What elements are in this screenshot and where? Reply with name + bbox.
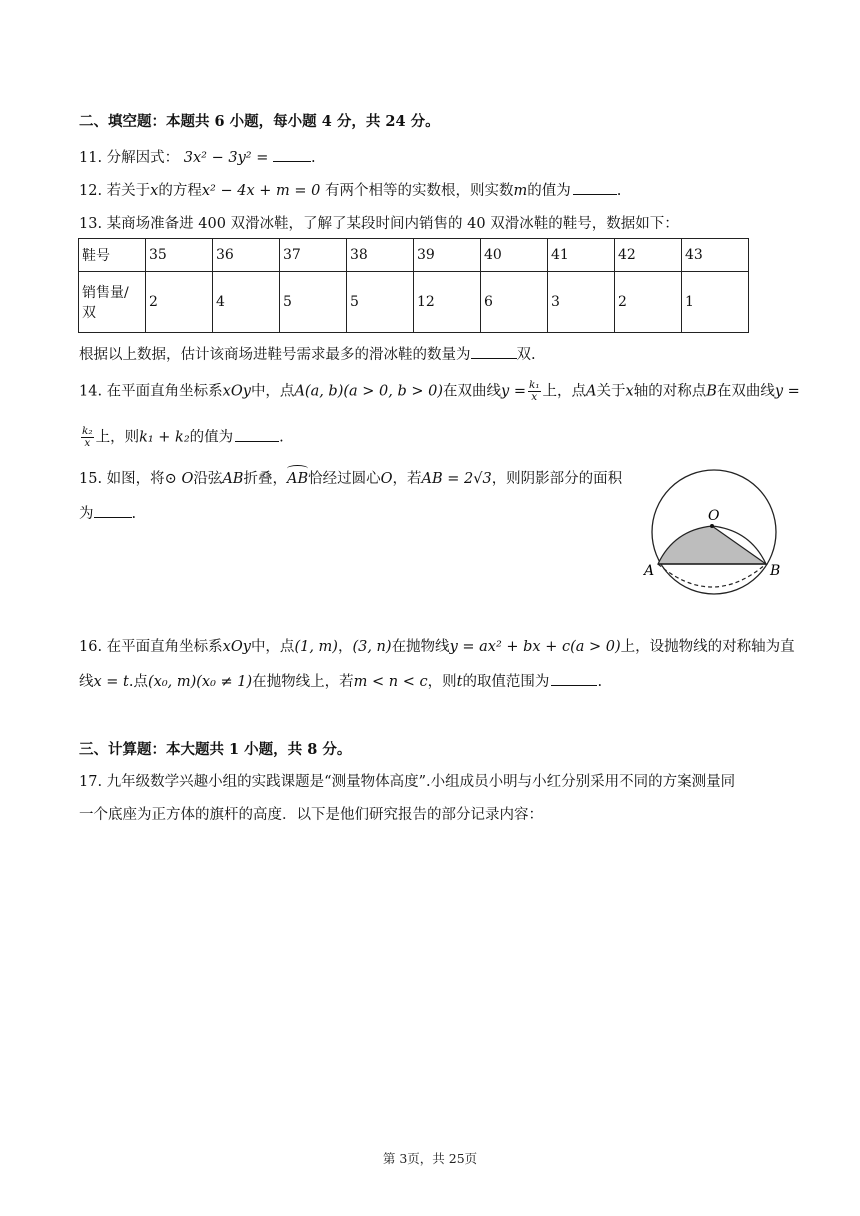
q12-var-x: x xyxy=(150,183,159,199)
table-cell: 41 xyxy=(548,239,615,272)
table-cell: 1 xyxy=(682,272,749,333)
table-cell: 12 xyxy=(414,272,481,333)
q16-period: . xyxy=(597,674,603,690)
q15-text-4: 恰经过圆心 xyxy=(308,471,381,487)
q16-axis: x = t xyxy=(93,674,129,690)
q16-inequality: m < n < c xyxy=(353,674,428,690)
q16-text-5: 线 xyxy=(79,674,94,690)
q14-text-2: 中，点 xyxy=(250,383,295,400)
q15-text-3: 折叠， xyxy=(243,471,287,487)
table-cell: 39 xyxy=(414,239,481,272)
q14-point-a: A(a, b)(a > 0, b > 0) xyxy=(294,383,444,400)
q15-text-5: ，若 xyxy=(392,471,422,487)
q12-text-2: 有两个相等的实数根，则实数 xyxy=(320,183,514,199)
sales-label-2: 双 xyxy=(82,305,96,321)
q14-var-x: x xyxy=(625,383,634,400)
q14-text-8: 上，则 xyxy=(95,429,140,446)
q15-condition: AB = 2√3 xyxy=(421,471,492,487)
q16-text-2: 中，点 xyxy=(250,639,295,655)
q16-parabola: y = ax² + bx + c(a > 0) xyxy=(449,639,621,655)
table-cell: 36 xyxy=(213,239,280,272)
q15-text-1: 15. 如图，将⊙ xyxy=(79,471,182,487)
q11-prefix: 11. 分解因式： xyxy=(79,150,180,166)
question-14-line-2 xyxy=(79,426,284,449)
q14-text-3: 在双曲线 xyxy=(443,383,502,400)
q15-chord-ab: AB xyxy=(222,471,244,487)
table-cell: 38 xyxy=(347,239,414,272)
q16-text-3: 在抛物线 xyxy=(391,639,450,655)
q16-text-9: 的取值范围为 xyxy=(462,674,550,690)
q14-den-x-2: x xyxy=(84,437,91,449)
q14-curve-1-lhs: y = xyxy=(501,383,526,400)
q12-period: . xyxy=(616,183,622,199)
q15-arc-ab: AB xyxy=(286,471,309,487)
question-17-line-2: 一个底座为正方体的旗杆的高度．以下是他们研究报告的部分记录内容： xyxy=(79,807,543,823)
q14-k1: k₁ xyxy=(528,379,540,391)
sales-label-1: 销售量/ xyxy=(82,285,129,301)
q14-text-9: 的值为 xyxy=(189,429,234,446)
q14-text-5: 关于 xyxy=(596,383,626,400)
q16-coord-system: xOy xyxy=(222,639,251,655)
q14-text-1: 14. 在平面直角坐标系 xyxy=(79,383,223,400)
question-14-line-1 xyxy=(79,380,800,403)
q16-text-4: 上，设抛物线的对称轴为直 xyxy=(620,639,795,655)
q12-var-m: m xyxy=(513,183,528,199)
q13-conclusion xyxy=(79,344,536,365)
q14-fraction-k2 xyxy=(81,426,94,449)
q15-period: . xyxy=(131,506,137,522)
table-cell: 6 xyxy=(481,272,548,333)
q12-text-1: 的方程 xyxy=(158,183,202,199)
label-a: A xyxy=(644,563,655,579)
q13-conclusion-text: 根据以上数据，估计该商场进鞋号需求最多的滑冰鞋的数量为 xyxy=(79,347,471,363)
shoe-size-table xyxy=(78,238,749,333)
q15-answer-blank xyxy=(94,503,132,518)
section-title-calculation: 三、计算题：本大题共 1 小题，共 8 分。 xyxy=(79,741,352,758)
q14-answer-blank xyxy=(235,427,279,442)
q11-answer-blank xyxy=(273,147,311,162)
q16-point-0: (x₀, m)(x₀ ≠ 1) xyxy=(147,674,253,690)
question-11 xyxy=(79,147,316,168)
q11-period: . xyxy=(310,150,316,166)
q15-var-o-2: O xyxy=(380,471,393,487)
q12-equation: x² − 4x + m = 0 xyxy=(201,183,321,199)
q15-text-6: ，则阴影部分的面积 xyxy=(491,471,623,487)
q14-var-a: A xyxy=(586,383,597,400)
section-title-fill-in: 二、填空题：本题共 6 小题，每小题 4 分，共 24 分。 xyxy=(79,113,440,130)
table-cell: 4 xyxy=(213,272,280,333)
q14-text-7: 在双曲线 xyxy=(716,383,775,400)
q16-answer-blank xyxy=(551,671,597,686)
label-b: B xyxy=(770,563,781,579)
table-cell: 35 xyxy=(146,239,213,272)
q13-answer-blank xyxy=(471,344,517,359)
table-cell: 5 xyxy=(280,272,347,333)
table-cell: 3 xyxy=(548,272,615,333)
q16-point-1: (1, m) xyxy=(294,639,338,655)
center-point-o xyxy=(710,524,714,528)
q16-sep: ， xyxy=(337,639,353,655)
page-footer: 第 3页，共 25页 xyxy=(382,1151,478,1166)
q16-text-8: ，则 xyxy=(427,674,457,690)
q15-var-o: O xyxy=(181,471,194,487)
table-cell: 2 xyxy=(615,272,682,333)
question-16-line-1 xyxy=(79,637,795,657)
question-12 xyxy=(79,180,621,201)
question-15-line-1 xyxy=(79,469,622,489)
q14-fraction-k1 xyxy=(528,380,541,403)
table-cell: 5 xyxy=(347,272,414,333)
q14-text-4: 上，点 xyxy=(542,383,587,400)
table-row-sales xyxy=(79,272,749,333)
q12-answer-blank xyxy=(573,180,617,195)
table-header-size: 鞋号 xyxy=(79,239,146,272)
q15-text-7: 为 xyxy=(79,506,94,522)
q11-expression: 3x² − 3y² = xyxy=(183,150,269,166)
table-header-sales xyxy=(79,272,146,333)
shaded-region xyxy=(658,526,766,564)
q16-var-t: t xyxy=(456,674,463,690)
question-16-line-2 xyxy=(79,671,602,692)
question-13: 13. 某商场准备进 400 双滑冰鞋，了解了某段时间内销售的 40 双滑冰鞋的鞋号，数据如下： xyxy=(79,216,679,232)
table-cell: 43 xyxy=(682,239,749,272)
q12-prefix: 12. 若关于 xyxy=(79,183,151,199)
q14-text-6: 轴的对称点 xyxy=(633,383,707,400)
q16-text-6: .点 xyxy=(128,674,148,690)
table-cell: 2 xyxy=(146,272,213,333)
q12-suffix: 的值为 xyxy=(527,183,571,199)
q16-text-1: 16. 在平面直角坐标系 xyxy=(79,639,223,655)
q15-text-2: 沿弦 xyxy=(193,471,223,487)
circle-fold-figure xyxy=(640,460,790,600)
question-17-line-1: 17. 九年级数学兴趣小组的实践课题是“测量物体高度”.小组成员小明与小红分别采用不同的方案测量同 xyxy=(79,774,736,790)
table-cell: 42 xyxy=(615,239,682,272)
q14-k2: k₂ xyxy=(82,425,93,437)
original-arc-dashed xyxy=(658,564,766,587)
table-row-sizes xyxy=(79,239,749,272)
q16-text-7: 在抛物线上，若 xyxy=(252,674,354,690)
q16-point-2: (3, n) xyxy=(352,639,392,655)
q14-period: . xyxy=(279,429,284,446)
q13-unit: 双. xyxy=(516,347,536,363)
label-o: O xyxy=(708,508,720,524)
question-15-line-2 xyxy=(79,503,136,524)
q14-den-x: x xyxy=(531,391,538,403)
table-cell: 40 xyxy=(481,239,548,272)
q14-sum: k₁ + k₂ xyxy=(139,429,190,446)
q14-curve-2-lhs: y = xyxy=(774,383,800,400)
table-cell: 37 xyxy=(280,239,347,272)
q14-coord-system: xOy xyxy=(222,383,251,400)
q14-var-b: B xyxy=(706,383,717,400)
